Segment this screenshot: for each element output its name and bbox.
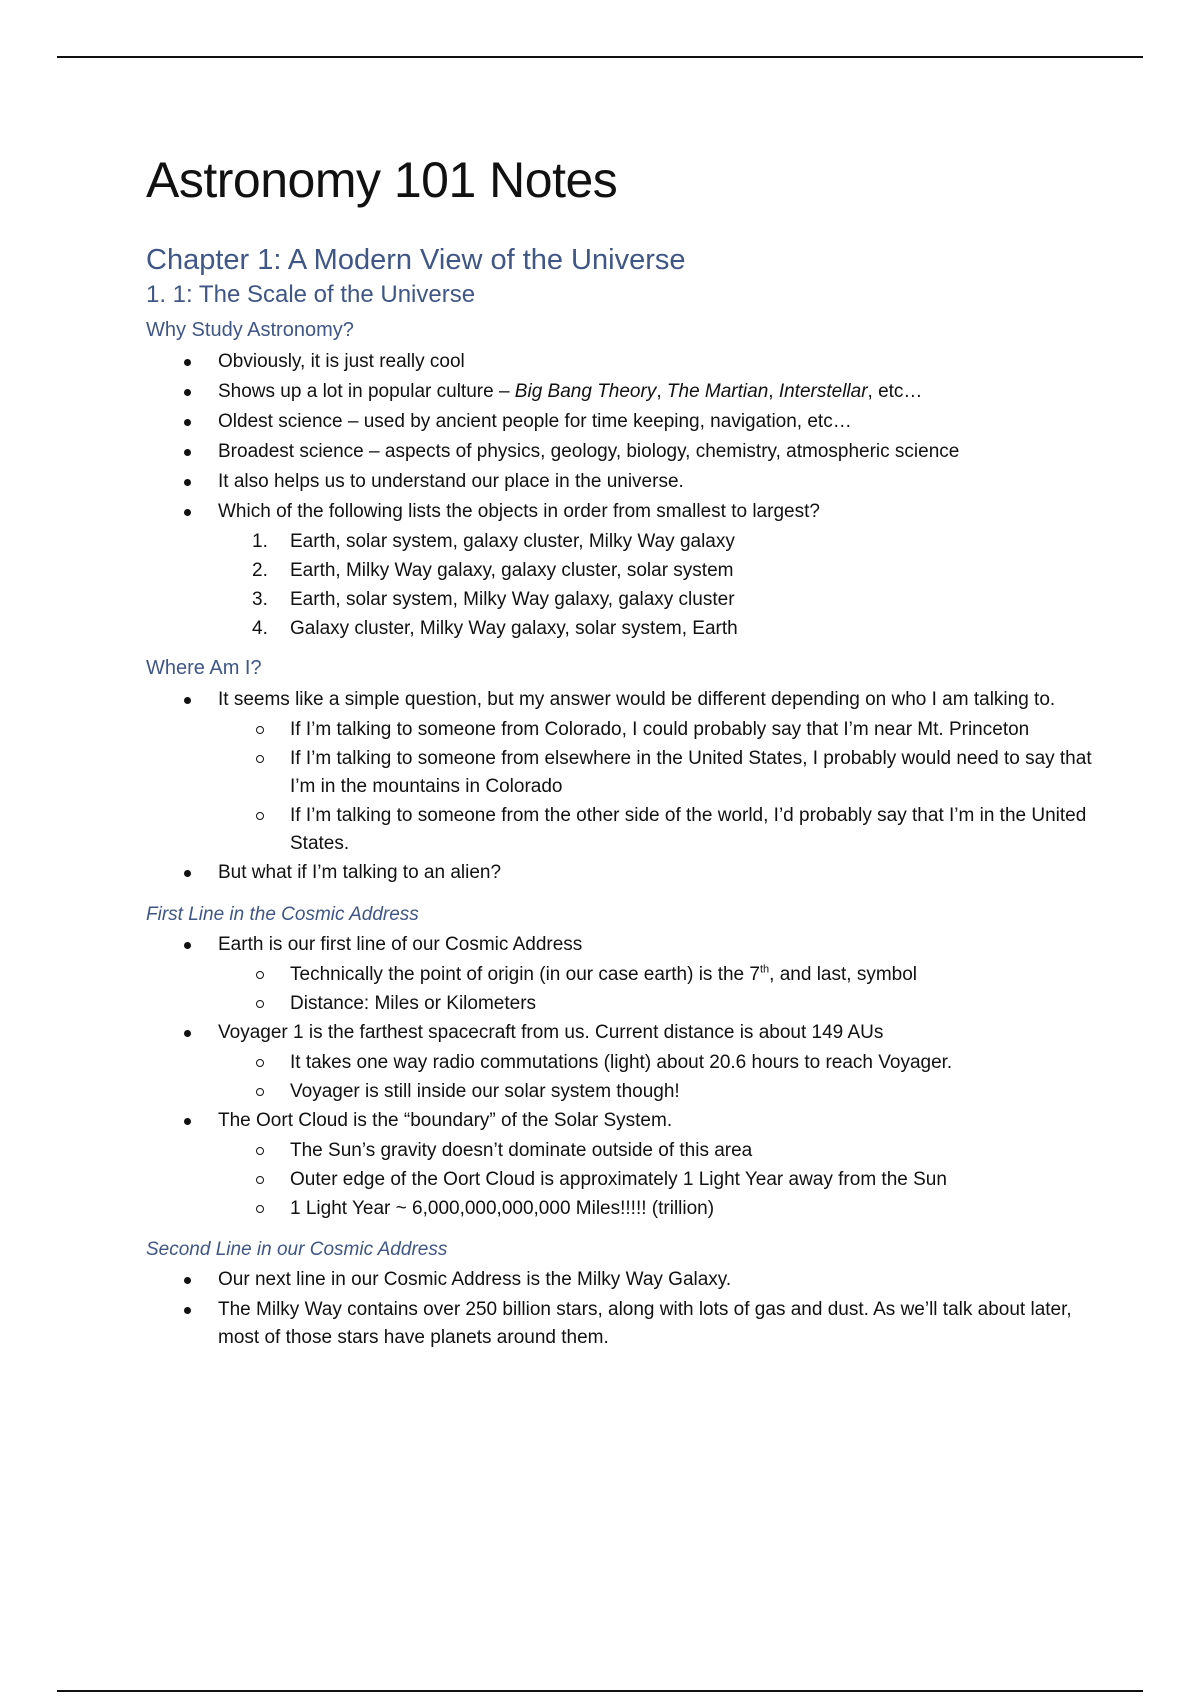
chapter-heading: Chapter 1: A Modern View of the Universe [146,244,686,276]
quiz-option: 4. Galaxy cluster, Milky Way galaxy, solar system, Earth [252,618,738,639]
bullet-icon [184,942,191,949]
bullet-icon [184,870,191,877]
circle-bullet-icon [256,812,264,820]
circle-bullet-icon [256,755,264,763]
circle-bullet-icon [256,1059,264,1067]
circle-bullet-icon [256,726,264,734]
bullet-icon [184,479,191,486]
where-list [146,686,1096,887]
quiz-option: 1. Earth, solar system, galaxy cluster, Milky Way galaxy [252,531,735,552]
circle-bullet-icon [256,971,264,979]
list-item: Broadest science – aspects of physics, geology, biology, chemistry, atmospheric science [146,438,1096,466]
first-line-list [146,931,1096,1223]
bullet-icon [184,1030,191,1037]
sub-list-item: Technically the point of origin (in our case earth) is the 7th, and last, symbol [146,961,1096,989]
circle-bullet-icon [256,1176,264,1184]
sub-list-item: If I’m talking to someone from the other side of the world, I’d probably say that I’m in the United States. [146,802,1096,858]
why-heading: Why Study Astronomy? [146,319,354,341]
circle-bullet-icon [256,1088,264,1096]
list-item: The Milky Way contains over 250 billion stars, along with lots of gas and dust. As we’ll talk about later, most of those stars have planets around them. [146,1296,1096,1352]
circle-bullet-icon [256,1205,264,1213]
circle-bullet-icon [256,1000,264,1008]
document-title: Astronomy 101 Notes [146,152,618,208]
sub-list-item: Distance: Miles or Kilometers [146,990,1096,1018]
section-heading: 1. 1: The Scale of the Universe [146,281,476,308]
bullet-icon [184,389,191,396]
list-item: Which of the following lists the objects in order from smallest to largest? [146,498,1096,526]
bullet-icon [184,697,191,704]
sub-list-item: Outer edge of the Oort Cloud is approximately 1 Light Year away from the Sun [146,1166,1096,1194]
sub-list-item: It takes one way radio commutations (light) about 20.6 hours to reach Voyager. [146,1049,1096,1077]
list-item: Earth is our first line of our Cosmic Address [146,931,1096,959]
list-item: Our next line in our Cosmic Address is the Milky Way Galaxy. [146,1266,1096,1294]
sub-list-item: 1 Light Year ~ 6,000,000,000,000 Miles!!!!! (trillion) [146,1195,1096,1223]
why-list [146,348,1096,526]
sub-list-item: The Sun’s gravity doesn’t dominate outside of this area [146,1137,1096,1165]
first-line-heading: First Line in the Cosmic Address [146,904,419,925]
header-rule [57,56,1143,58]
list-item: It also helps us to understand our place in the universe. [146,468,1096,496]
quiz-option: 2. Earth, Milky Way galaxy, galaxy cluster, solar system [252,560,734,581]
sub-list-item: If I’m talking to someone from Colorado, I could probably say that I’m near Mt. Princeton [146,716,1096,744]
bullet-icon [184,419,191,426]
list-item: Oldest science – used by ancient people for time keeping, navigation, etc… [146,408,1096,436]
list-item: Voyager 1 is the farthest spacecraft from us. Current distance is about 149 AUs [146,1019,1096,1047]
document-page [146,150,1096,1354]
bullet-icon [184,1118,191,1125]
list-item: The Oort Cloud is the “boundary” of the Solar System. [146,1107,1096,1135]
where-heading: Where Am I? [146,657,262,679]
bullet-icon [184,509,191,516]
bullet-icon [184,449,191,456]
circle-bullet-icon [256,1147,264,1155]
quiz-options [146,528,1096,643]
list-item: Obviously, it is just really cool [146,348,1096,376]
sub-list-item: Voyager is still inside our solar system though! [146,1078,1096,1106]
second-line-heading: Second Line in our Cosmic Address [146,1239,448,1260]
sub-list-item: If I’m talking to someone from elsewhere in the United States, I probably would need to say that I’m in the mountains in Colorado [146,745,1096,801]
bullet-icon [184,359,191,366]
quiz-option: 3. Earth, solar system, Milky Way galaxy, galaxy cluster [252,589,735,610]
bullet-icon [184,1277,191,1284]
list-item: Shows up a lot in popular culture – Big Bang Theory, The Martian, Interstellar, etc… [146,378,1096,406]
list-item: But what if I’m talking to an alien? [146,859,1096,887]
second-line-list [146,1266,1096,1352]
footer-rule [57,1690,1143,1692]
list-item: It seems like a simple question, but my answer would be different depending on who I am talking to. [146,686,1096,714]
bullet-icon [184,1307,191,1314]
